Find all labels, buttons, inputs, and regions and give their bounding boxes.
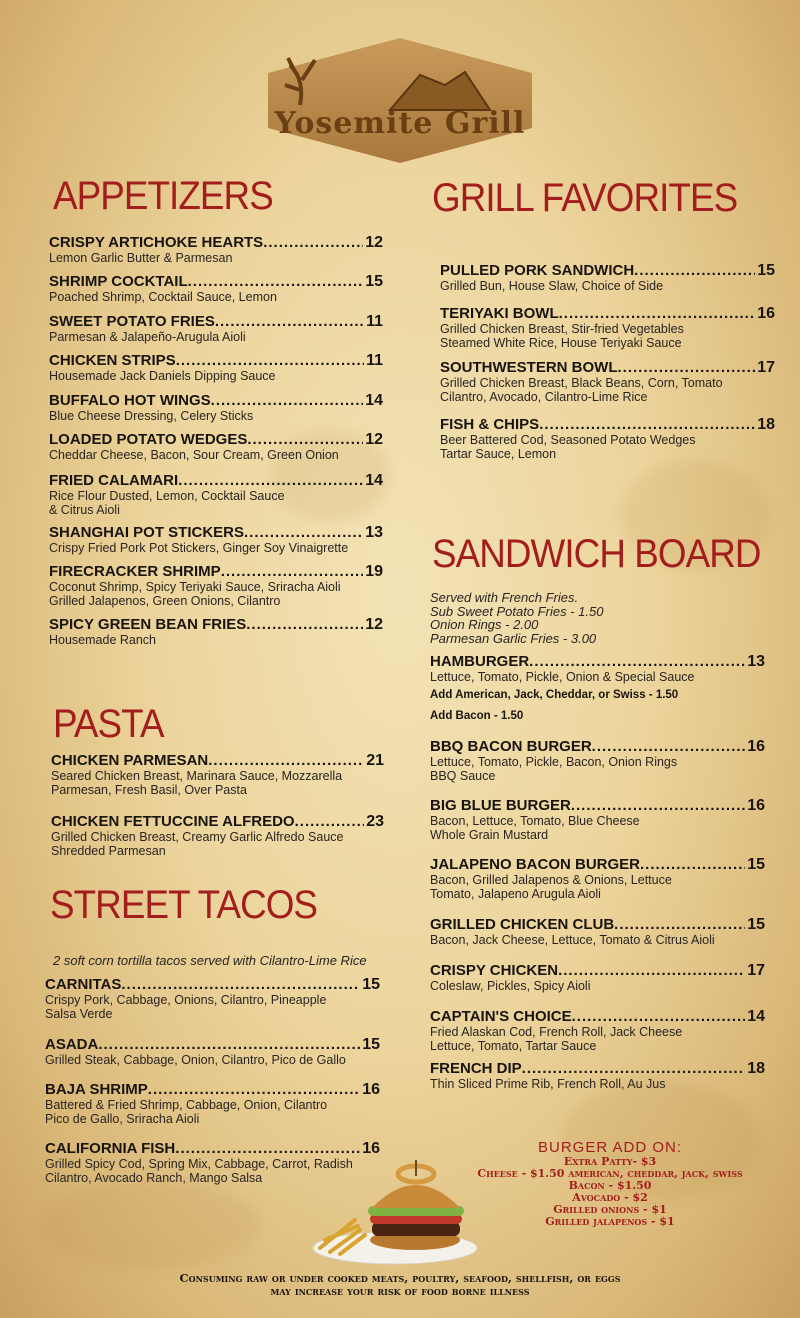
item-description: Coconut Shrimp, Spicy Teriyaki Sauce, Sriracha Aioli <box>49 580 341 594</box>
item-header <box>51 813 384 831</box>
item-price: 11 <box>366 352 383 369</box>
item-description: BBQ Sauce <box>430 768 496 783</box>
menu-item <box>440 305 775 350</box>
dot-leader <box>211 392 364 409</box>
menu-item <box>51 752 384 797</box>
warning-line: Consuming raw or under cooked meats, poultry, seafood, shellfish, or eggs <box>179 1271 621 1285</box>
item-header <box>49 273 383 291</box>
menu-item <box>49 524 383 556</box>
item-description: Tartar Sauce, Lemon <box>440 446 557 461</box>
paper-stain <box>40 1180 260 1270</box>
item-header <box>430 738 765 756</box>
menu-item <box>49 616 383 648</box>
item-description: Salsa Verde <box>45 1006 113 1021</box>
item-price: 14 <box>747 1008 765 1025</box>
item-description: Rice Flour Dusted, Lemon, Cocktail Sauce <box>49 489 285 503</box>
menu-item <box>45 1081 380 1126</box>
dot-leader <box>295 813 365 830</box>
section-title: GRILL FAVORITES <box>432 176 738 220</box>
item-name: JALAPENO BACON BURGER <box>430 856 641 873</box>
item-header <box>49 472 383 490</box>
item-description: Grilled Bun, House Slaw, Choice of Side <box>440 279 664 293</box>
dot-leader <box>215 313 364 330</box>
item-header <box>49 352 383 370</box>
menu-item <box>49 563 383 608</box>
dot-leader <box>263 234 363 251</box>
item-name: PULLED PORK SANDWICH <box>440 262 635 279</box>
item-header <box>45 1036 380 1054</box>
hamburger-add-bacon: Add Bacon - 1.50 <box>430 710 524 722</box>
add-on-line: Grilled jalapenos - $1 <box>545 1215 675 1228</box>
add-on-line: Extra Patty- $3 <box>563 1155 657 1168</box>
menu-item <box>49 392 383 424</box>
item-description: Thin Sliced Prime Rib, French Roll, Au Jus <box>430 1077 666 1091</box>
add-on-line: Avocado - $2 <box>572 1191 648 1204</box>
hamburger-add-cheese: Add American, Jack, Cheddar, or Swiss - 1.50 <box>430 689 679 701</box>
add-on-line: Bacon - $1.50 <box>568 1179 652 1192</box>
menu-item <box>49 234 383 266</box>
health-warning <box>0 1272 800 1298</box>
item-price: 15 <box>747 856 765 873</box>
section-title: PASTA <box>53 702 164 746</box>
item-price: 15 <box>362 976 380 993</box>
item-description: Grilled Chicken Breast, Creamy Garlic Alfredo Sauce <box>51 830 344 844</box>
item-price: 15 <box>757 262 775 279</box>
menu-item <box>430 916 765 948</box>
item-description: Cilantro, Avocado Ranch, Mango Salsa <box>45 1170 263 1185</box>
item-price: 12 <box>365 616 383 633</box>
item-header <box>430 797 765 815</box>
dot-leader <box>559 305 756 322</box>
item-description: Bacon, Grilled Jalapenos & Onions, Lettuce <box>430 873 672 887</box>
item-description: Coleslaw, Pickles, Spicy Aioli <box>430 979 591 993</box>
dot-leader <box>522 1060 746 1077</box>
item-header <box>49 616 383 634</box>
item-name: CHICKEN PARMESAN <box>51 752 209 769</box>
burger-add-on-box <box>440 1139 780 1228</box>
item-name: CARNITAS <box>45 976 122 993</box>
item-price: 13 <box>365 524 383 541</box>
menu-item <box>430 962 765 994</box>
dot-leader <box>246 616 363 633</box>
menu-item <box>49 431 383 463</box>
menu-item <box>49 313 383 345</box>
menu-item <box>45 976 380 1021</box>
item-name: BUFFALO HOT WINGS <box>49 392 211 409</box>
item-price: 19 <box>365 563 383 580</box>
dot-leader <box>221 563 364 580</box>
item-name: TERIYAKI BOWL <box>440 305 559 322</box>
menu-item <box>430 797 765 842</box>
item-description: Lettuce, Tomato, Pickle, Onion & Special Sauce <box>430 670 695 684</box>
item-header <box>430 962 765 980</box>
item-name: HAMBURGER <box>430 653 530 670</box>
item-name: FIRECRACKER SHRIMP <box>49 563 221 580</box>
item-header <box>49 563 383 581</box>
menu-item <box>430 1008 765 1053</box>
item-header <box>440 262 775 280</box>
item-header <box>49 234 383 252</box>
item-header <box>45 1140 380 1158</box>
item-price: 11 <box>366 313 383 330</box>
dot-leader <box>208 752 364 769</box>
item-name: SHRIMP COCKTAIL <box>49 273 188 290</box>
burger-add-on-title: BURGER ADD ON: <box>537 1139 683 1156</box>
restaurant-logo <box>250 30 550 170</box>
item-header <box>45 976 380 994</box>
item-price: 12 <box>365 431 383 448</box>
dot-leader <box>244 524 363 541</box>
item-price: 14 <box>365 392 383 409</box>
item-price: 16 <box>747 797 765 814</box>
dot-leader <box>121 976 360 993</box>
item-price: 13 <box>747 653 765 670</box>
item-name: GRILLED CHICKEN CLUB <box>430 916 615 933</box>
item-description: Blue Cheese Dressing, Celery Sticks <box>49 409 254 423</box>
item-description: Cheddar Cheese, Bacon, Sour Cream, Green Onion <box>49 448 339 462</box>
item-header <box>45 1081 380 1099</box>
item-name: CHICKEN STRIPS <box>49 352 176 369</box>
item-name: SPICY GREEN BEAN FRIES <box>49 616 247 633</box>
item-name: CHICKEN FETTUCCINE ALFREDO <box>51 813 295 830</box>
item-description: Crispy Fried Pork Pot Stickers, Ginger Soy Vinaigrette <box>49 541 349 555</box>
item-description: Bacon, Jack Cheese, Lettuce, Tomato & Citrus Aioli <box>430 933 715 947</box>
dot-leader <box>634 262 755 279</box>
item-price: 18 <box>747 1060 765 1077</box>
item-price: 23 <box>366 813 384 830</box>
item-description: Housemade Jack Daniels Dipping Sauce <box>49 369 276 383</box>
section-title: STREET TACOS <box>50 883 318 927</box>
menu-item <box>430 1060 765 1092</box>
dot-leader <box>614 916 745 933</box>
logo-text: Yosemite Grill <box>274 106 526 141</box>
item-description: Parmesan, Fresh Basil, Over Pasta <box>51 782 247 797</box>
item-price: 17 <box>747 962 765 979</box>
item-description: Pico de Gallo, Sriracha Aioli <box>45 1111 200 1126</box>
menu-item <box>440 416 775 461</box>
item-description: Lettuce, Tomato, Tartar Sauce <box>430 1038 597 1053</box>
item-price: 15 <box>365 273 383 290</box>
add-on-line: Grilled onions - $1 <box>553 1203 667 1216</box>
dot-leader <box>539 416 755 433</box>
menu-item <box>45 1036 380 1068</box>
item-name: BIG BLUE BURGER <box>430 797 571 814</box>
dot-leader <box>148 1081 360 1098</box>
item-description: Lettuce, Tomato, Pickle, Bacon, Onion Rings <box>430 755 678 769</box>
note-line: Onion Rings - 2.00 <box>430 617 539 632</box>
dot-leader <box>188 273 364 290</box>
item-name: BBQ BACON BURGER <box>430 738 592 755</box>
item-price: 17 <box>757 359 775 376</box>
item-description: Battered & Fried Shrimp, Cabbage, Onion, Cilantro <box>45 1098 328 1112</box>
item-price: 15 <box>747 916 765 933</box>
item-header <box>51 752 384 770</box>
item-description: Steamed White Rice, House Teriyaki Sauce <box>440 335 682 350</box>
item-price: 14 <box>365 472 383 489</box>
item-header <box>49 431 383 449</box>
dot-leader <box>175 1140 360 1157</box>
item-header <box>440 359 775 377</box>
item-header <box>440 416 775 434</box>
item-name: FRIED CALAMARI <box>49 472 179 489</box>
item-price: 18 <box>757 416 775 433</box>
section-title: APPETIZERS <box>53 174 273 218</box>
menu-item <box>49 472 383 517</box>
dot-leader <box>571 797 745 814</box>
dot-leader <box>98 1036 360 1053</box>
item-name: CALIFORNIA FISH <box>45 1140 176 1157</box>
item-description: Shredded Parmesan <box>51 843 166 858</box>
note-line: Sub Sweet Potato Fries - 1.50 <box>430 603 604 619</box>
item-description: Bacon, Lettuce, Tomato, Blue Cheese <box>430 814 640 828</box>
item-header <box>430 653 765 671</box>
item-description: Lemon Garlic Butter & Parmesan <box>49 251 233 265</box>
item-description: Grilled Chicken Breast, Black Beans, Corn, Tomato <box>440 376 723 390</box>
item-description: Whole Grain Mustard <box>430 827 549 842</box>
dot-leader <box>572 1008 746 1025</box>
menu-item <box>49 273 383 305</box>
dot-leader <box>640 856 745 873</box>
menu-item <box>440 359 775 404</box>
item-name: BAJA SHRIMP <box>45 1081 148 1098</box>
note-line: Served with French Fries. <box>430 590 579 605</box>
item-name: CRISPY CHICKEN <box>430 962 559 979</box>
menu-item <box>430 738 765 783</box>
dot-leader <box>558 962 745 979</box>
item-name: CAPTAIN'S CHOICE <box>430 1008 572 1025</box>
item-description: Crispy Pork, Cabbage, Onions, Cilantro, Pineapple <box>45 993 327 1007</box>
tacos-note: 2 soft corn tortilla tacos served with Cilantro-Lime Rice <box>53 953 367 968</box>
item-description: Parmesan & Jalapeño-Arugula Aioli <box>49 330 246 344</box>
item-header <box>49 313 383 331</box>
dot-leader <box>178 472 363 489</box>
warning-line: may increase your risk of food borne illness <box>270 1284 530 1298</box>
dot-leader <box>529 653 745 670</box>
item-header <box>49 392 383 410</box>
item-description: Grilled Chicken Breast, Stir-fried Vegetables <box>440 322 684 336</box>
item-name: LOADED POTATO WEDGES <box>49 431 248 448</box>
item-header <box>430 856 765 874</box>
item-description: Tomato, Jalapeno Arugula Aioli <box>430 886 601 901</box>
dot-leader <box>592 738 746 755</box>
sandwich-notes <box>430 591 603 645</box>
item-header <box>430 1060 765 1078</box>
item-name: SWEET POTATO FRIES <box>49 313 215 330</box>
dot-leader <box>176 352 364 369</box>
item-header <box>430 916 765 934</box>
item-description: Poached Shrimp, Cocktail Sauce, Lemon <box>49 290 277 304</box>
item-description: Grilled Jalapenos, Green Onions, Cilantro <box>49 593 281 608</box>
menu-item <box>49 352 383 384</box>
item-description: Grilled Spicy Cod, Spring Mix, Cabbage, Carrot, Radish <box>45 1157 353 1171</box>
item-header <box>49 524 383 542</box>
note-line: Parmesan Garlic Fries - 3.00 <box>430 630 597 646</box>
item-price: 16 <box>362 1140 380 1157</box>
section-title: SANDWICH BOARD <box>432 532 761 576</box>
menu-item <box>430 856 765 901</box>
item-description: Fried Alaskan Cod, French Roll, Jack Cheese <box>430 1025 683 1039</box>
item-name: FISH & CHIPS <box>440 416 540 433</box>
item-name: SOUTHWESTERN BOWL <box>440 359 618 376</box>
item-name: CRISPY ARTICHOKE HEARTS <box>49 234 264 251</box>
menu-item <box>440 262 775 294</box>
item-name: SHANGHAI POT STICKERS <box>49 524 245 541</box>
item-description: Grilled Steak, Cabbage, Onion, Cilantro, Pico de Gallo <box>45 1053 346 1067</box>
item-description: Seared Chicken Breast, Marinara Sauce, Mozzarella <box>51 769 343 783</box>
item-price: 21 <box>366 752 384 769</box>
item-name: ASADA <box>45 1036 99 1053</box>
add-on-line: Cheese - $1.50 american, cheddar, jack, swiss <box>477 1167 743 1180</box>
item-header <box>430 1008 765 1026</box>
item-description: Cilantro, Avocado, Cilantro-Lime Rice <box>440 389 648 404</box>
menu-item <box>430 653 765 685</box>
item-price: 16 <box>757 305 775 322</box>
item-price: 16 <box>362 1081 380 1098</box>
dot-leader <box>618 359 756 376</box>
menu-item <box>51 813 384 858</box>
dot-leader <box>247 431 363 448</box>
item-price: 15 <box>362 1036 380 1053</box>
item-header <box>440 305 775 323</box>
item-price: 12 <box>365 234 383 251</box>
item-description: Beer Battered Cod, Seasoned Potato Wedges <box>440 433 696 447</box>
item-price: 16 <box>747 738 765 755</box>
item-description: Housemade Ranch <box>49 633 157 647</box>
item-name: FRENCH DIP <box>430 1060 522 1077</box>
item-description: & Citrus Aioli <box>49 502 120 517</box>
